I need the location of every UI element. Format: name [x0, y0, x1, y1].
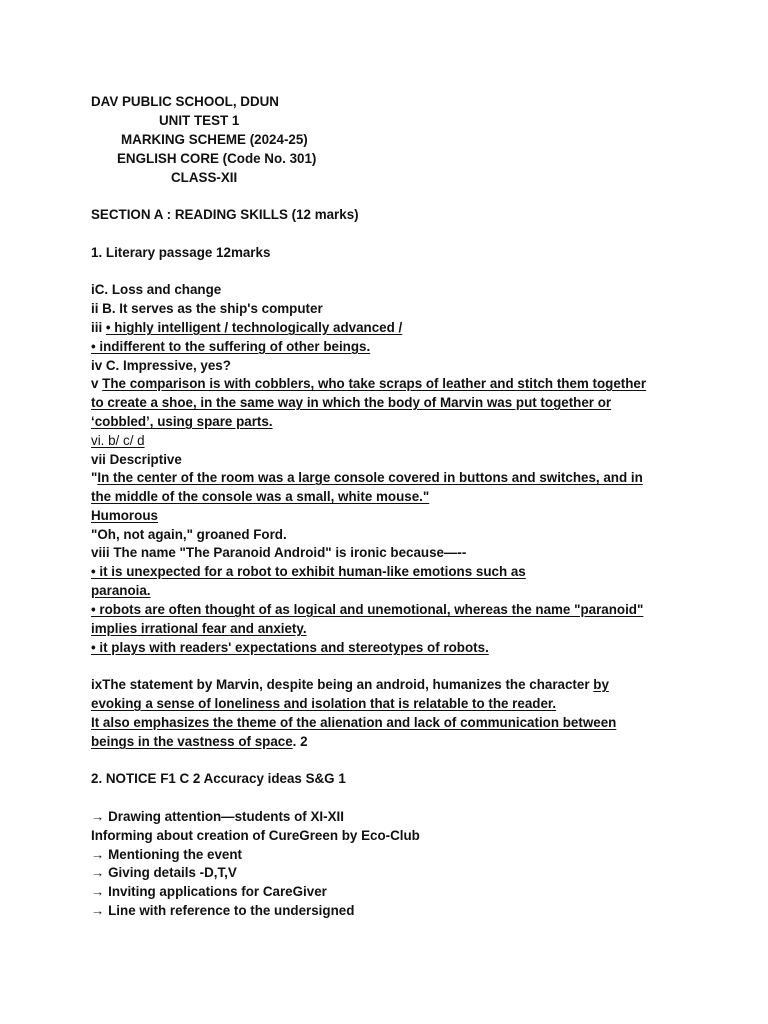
q2-point-5: → Inviting applications for CareGiver: [91, 884, 327, 899]
q2-point-2: Informing about creation of CureGreen by Eco-Club: [91, 828, 420, 843]
test-title: UNIT TEST 1: [159, 113, 240, 128]
answer-v-text-1: The comparison is with cobblers, who take scraps of leather and stitch them together: [102, 376, 647, 391]
answer-vi: vi. b/ c/ d: [91, 433, 145, 448]
answer-i: iC. Loss and change: [91, 282, 222, 297]
answer-iii-point-a: • highly intelligent / technologically advanced /: [105, 320, 403, 335]
answer-vii-quote-line-1: [91, 468, 643, 487]
answer-iv: iv C. Impressive, yes?: [91, 358, 231, 373]
answer-viii-point-b-1: • robots are often thought of as logical and unemotional, whereas the name "paranoid": [91, 602, 644, 617]
subject-title: ENGLISH CORE (Code No. 301): [117, 151, 317, 166]
answer-vii-humorous: Humorous: [91, 508, 158, 523]
answer-ix-text-1: ixThe statement by Marvin, despite being an android, humanizes the character: [91, 677, 594, 692]
answer-v-line-2: to create a shoe, in the same way in which the body of Marvin was put together or: [91, 395, 612, 410]
question-1-heading: 1. Literary passage 12marks: [91, 245, 271, 260]
answer-vii-quote-text-1: In the center of the room was a large console covered in buttons and switches, and in: [97, 470, 643, 485]
answer-ix-line-3: It also emphasizes the theme of the alienation and lack of communication between: [91, 715, 617, 730]
answer-v-line-3: ‘cobbled’, using spare parts.: [91, 414, 273, 429]
answer-viii-point-a-2: paranoia.: [91, 583, 151, 598]
answer-ix-text-1-underlined: by: [593, 677, 609, 692]
answer-ix-marks: . 2: [292, 734, 308, 749]
answer-iii-point-b: • indifferent to the suffering of other beings.: [91, 339, 371, 354]
answer-ix-line-2: evoking a sense of loneliness and isolation that is relatable to the reader.: [91, 696, 557, 711]
answer-ix-line-4: [91, 732, 308, 751]
answer-ii: ii B. It serves as the ship's computer: [91, 301, 323, 316]
answer-iii-number: iii: [91, 320, 106, 335]
quote-open-mark: ": [91, 470, 98, 485]
answer-vii-humorous-quote: "Oh, not again," groaned Ford.: [91, 527, 287, 542]
q2-point-6: → Line with reference to the undersigned: [91, 903, 355, 918]
school-name: DAV PUBLIC SCHOOL, DDUN: [91, 94, 279, 109]
q2-point-3: → Mentioning the event: [91, 847, 243, 862]
scheme-title: MARKING SCHEME (2024-25): [121, 132, 308, 147]
question-2-heading: 2. NOTICE F1 C 2 Accuracy ideas S&G 1: [91, 771, 346, 786]
answer-vii: vii Descriptive: [91, 452, 182, 467]
q2-point-4: → Giving details -D,T,V: [91, 865, 237, 880]
answer-v-line-1: [91, 374, 646, 393]
answer-viii-point-c: • it plays with readers' expectations and stereotypes of robots.: [91, 640, 489, 655]
class-title: CLASS-XII: [171, 170, 238, 185]
answer-viii: viii The name "The Paranoid Android" is ironic because—--: [91, 545, 467, 560]
answer-ix-text-4: beings in the vastness of space: [91, 734, 293, 749]
answer-ix-line-1: [91, 675, 609, 694]
q2-point-1: → Drawing attention—students of XI-XII: [91, 809, 344, 824]
answer-vii-quote-line-2: the middle of the console was a small, white mouse.": [91, 489, 430, 504]
answer-iii: [91, 318, 402, 337]
answer-viii-point-a-1: • it is unexpected for a robot to exhibit human-like emotions such as: [91, 564, 526, 579]
answer-viii-point-b-2: implies irrational fear and anxiety.: [91, 621, 307, 636]
section-a-heading: SECTION A : READING SKILLS (12 marks): [91, 207, 359, 222]
answer-v-number: v: [91, 376, 103, 391]
